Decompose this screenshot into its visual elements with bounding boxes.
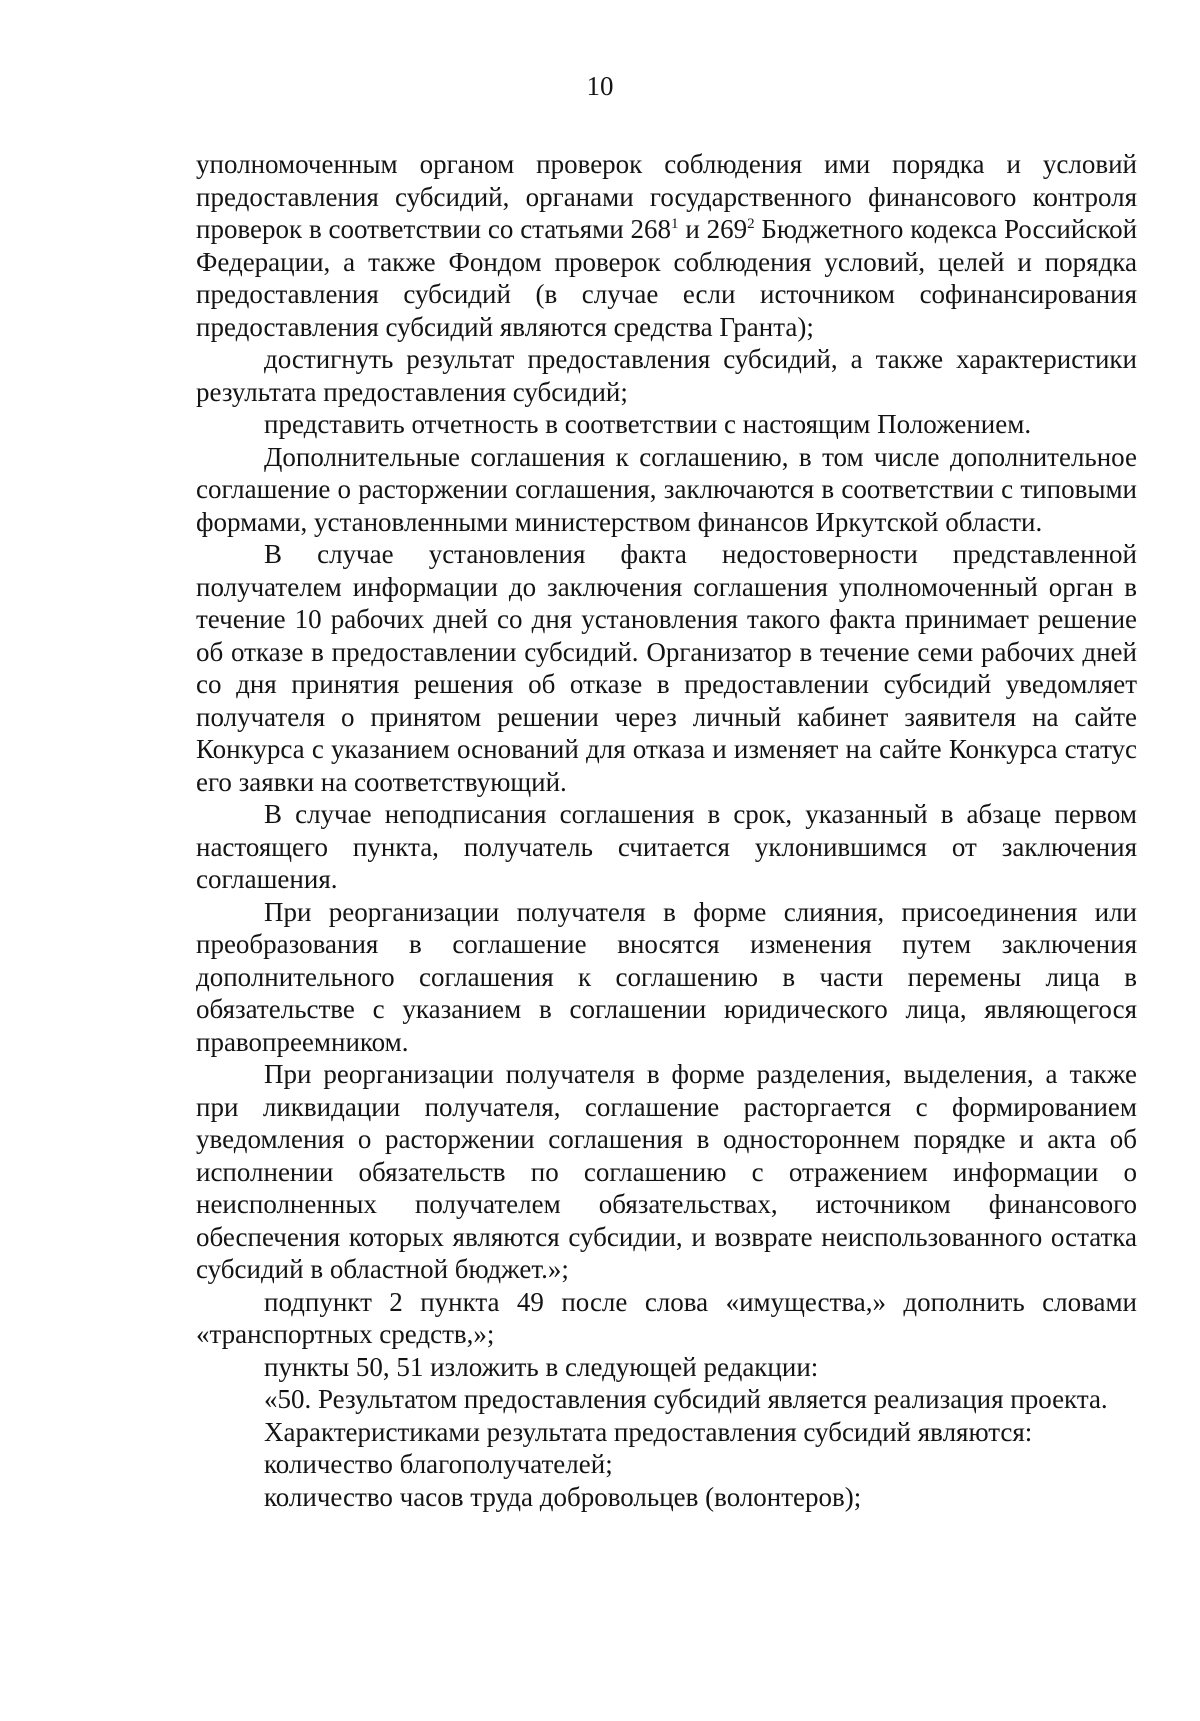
paragraph (196, 441, 1137, 539)
text-segment: подпункт 2 пункта 49 после слова «имущества,» дополнить словами «транспортных средств,»; (196, 1286, 1137, 1349)
paragraph (196, 1286, 1137, 1351)
text-segment: «50. Результатом предоставления субсидий является реализация проекта. (264, 1384, 1108, 1414)
text-segment: При реорганизации получателя в форме слияния, присоединения или преобразования в соглашение вносятся изменения путем заключения дополнительного соглашения к соглашению в части перемены лица в обязательстве с указанием в соглашении юридического лица, являющегося правопреемником. (196, 896, 1137, 1057)
text-segment: и 269 (678, 214, 748, 244)
document-body (196, 148, 1137, 1513)
text-segment: В случае неподписания соглашения в срок, указанный в абзаце первом настоящего пункта, получатель считается уклонившимся от заключения соглашения. (196, 799, 1137, 894)
text-segment: количество благополучателей; (264, 1449, 613, 1479)
text-segment: В случае установления факта недостоверности представленной получателем информации до заключения соглашения уполномоченный орган в течение 10 рабочих дней со дня установления такого факта принимает решение об отказе в предоставлении субсидий. Организатор в течение семи рабочих дней со дня принятия решения об отказе в предоставлении субсидий уведомляет получателя о принятом решении через личный кабинет заявителя на сайте Конкурса с указанием оснований для отказа и изменяет на сайте Конкурса статус его заявки на соответствующий. (196, 539, 1137, 797)
text-segment: При реорганизации получателя в форме разделения, выделения, а также при ликвидации получателя, соглашение расторгается с формированием уведомления о расторжении соглашения в одностороннем порядке и акта об исполнении обязательств по соглашению с отражением информации о неисполненных получателем обязательствах, источником финансового обеспечения которых являются субсидии, и возврате неиспользованного остатка субсидий в областной бюджет.»; (196, 1059, 1137, 1284)
paragraph (196, 408, 1137, 441)
paragraph (196, 896, 1137, 1059)
superscript: 2 (747, 216, 755, 232)
page-number: 10 (586, 71, 614, 101)
paragraph (196, 1416, 1137, 1449)
text-segment: уполномоченным органом проверок соблюдения ими порядка и условий предоставления субсидий, органами государственного финансового контроля проверок в соответствии со статьями 268 (196, 149, 1137, 244)
text-segment: количество часов труда добровольцев (волонтеров); (264, 1481, 862, 1512)
text-segment: пункты 50, 51 изложить в следующей редакции: (264, 1351, 819, 1382)
paragraph (196, 148, 1137, 343)
text-segment: Бюджетного кодекса Российской Федерации, а также Фондом проверок соблюдения условий, целей и порядка предоставления субсидий (в случае если источником софинансирования предоставления субсидий являются средства Гранта); (196, 214, 1138, 342)
paragraph (196, 1481, 1137, 1514)
paragraph (196, 343, 1137, 408)
paragraph (196, 1448, 1137, 1481)
paragraph (196, 1383, 1137, 1416)
paragraph (196, 1351, 1137, 1384)
superscript: 1 (671, 216, 679, 232)
text-segment: представить отчетность в соответствии с настоящим Положением. (264, 409, 1032, 439)
text-segment: Характеристиками результата предоставления субсидий являются: (264, 1416, 1033, 1447)
paragraph (196, 798, 1137, 896)
paragraph (196, 538, 1137, 798)
text-segment: достигнуть результат предоставления субсидий, а также характеристики результата предоставления субсидий; (196, 344, 1137, 407)
paragraph (196, 1058, 1137, 1286)
text-segment: Дополнительные соглашения к соглашению, в том числе дополнительное соглашение о расторжении соглашения, заключаются в соответствии с типовыми формами, установленными министерством финансов Иркутской области. (196, 441, 1137, 537)
